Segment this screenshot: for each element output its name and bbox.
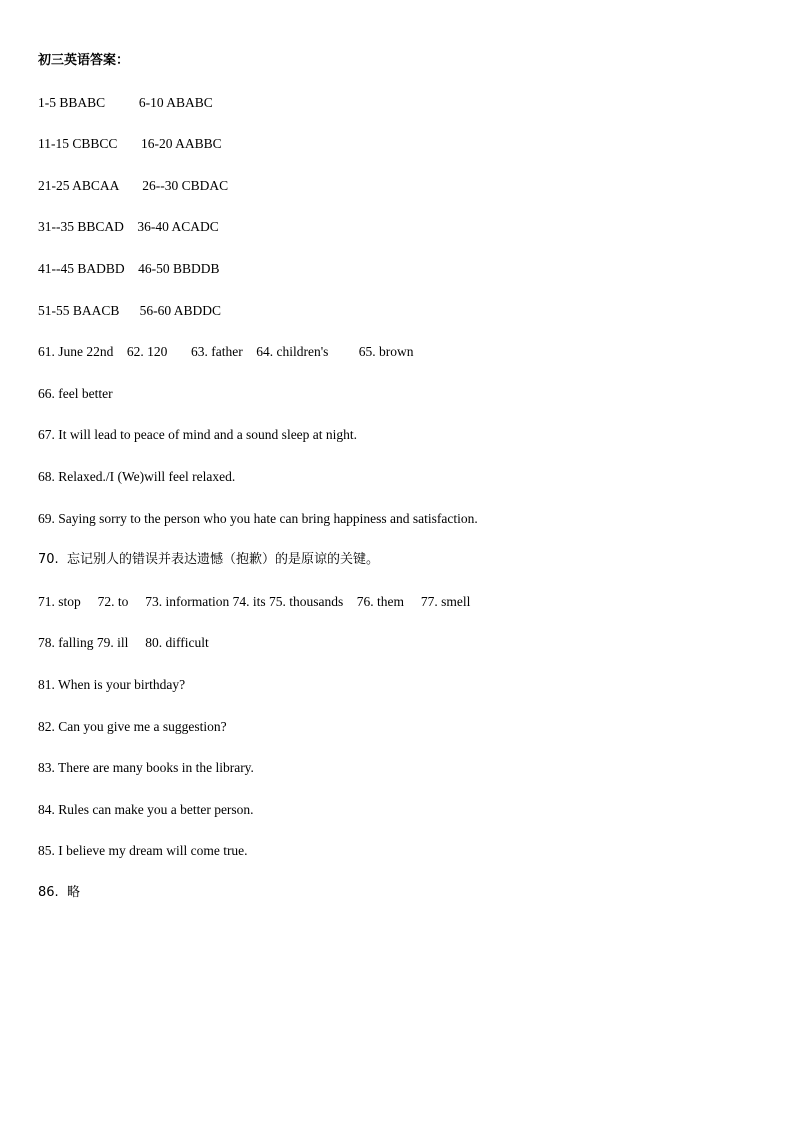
answer-line-61-65: 61. June 22nd 62. 120 63. father 64. children's 65. brown: [38, 344, 414, 360]
answer-line-86: 86. 略: [38, 884, 80, 900]
answer-line-67: 67. It will lead to peace of mind and a sound sleep at night.: [38, 427, 358, 443]
answer-line-41-50: 41--45 BADBD 46-50 BBDDB: [38, 260, 220, 276]
answer-line-71-77: 71. stop 72. to 73. information 74. its 75. thousands 76. them 77. smell: [38, 593, 471, 609]
answer-line-51-60: 51-55 BAACB 56-60 ABDDC: [38, 302, 222, 318]
answer-document: [38, 52, 758, 925]
answer-line-82: 82. Can you give me a suggestion?: [38, 718, 227, 734]
answer-line-68: 68. Relaxed./I (We)will feel relaxed.: [38, 468, 236, 484]
answer-line-11-20: 11-15 CBBCC 16-20 AABBC: [38, 136, 222, 152]
answer-line-1-10: 1-5 BBABC 6-10 ABABC: [38, 94, 213, 110]
answer-line-69: 69. Saying sorry to the person who you hate can bring happiness and satisfaction.: [38, 510, 478, 526]
answer-line-83: 83. There are many books in the library.: [38, 760, 254, 776]
answer-line-84: 84. Rules can make you a better person.: [38, 801, 254, 817]
answer-line-21-30: 21-25 ABCAA 26--30 CBDAC: [38, 177, 229, 193]
answer-line-81: 81. When is your birthday?: [38, 676, 186, 692]
answer-line-78-80: 78. falling 79. ill 80. difficult: [38, 635, 209, 651]
answer-line-85: 85. I believe my dream will come true.: [38, 843, 248, 859]
answer-line-31-40: 31--35 BBCAD 36-40 ACADC: [38, 219, 219, 235]
document-title: 初三英语答案：: [38, 53, 130, 68]
answer-line-70: 70. 忘记别人的错误并表达遗憾（抱歉）的是原谅的关键。: [38, 552, 379, 568]
answer-line-66: 66. feel better: [38, 385, 113, 401]
